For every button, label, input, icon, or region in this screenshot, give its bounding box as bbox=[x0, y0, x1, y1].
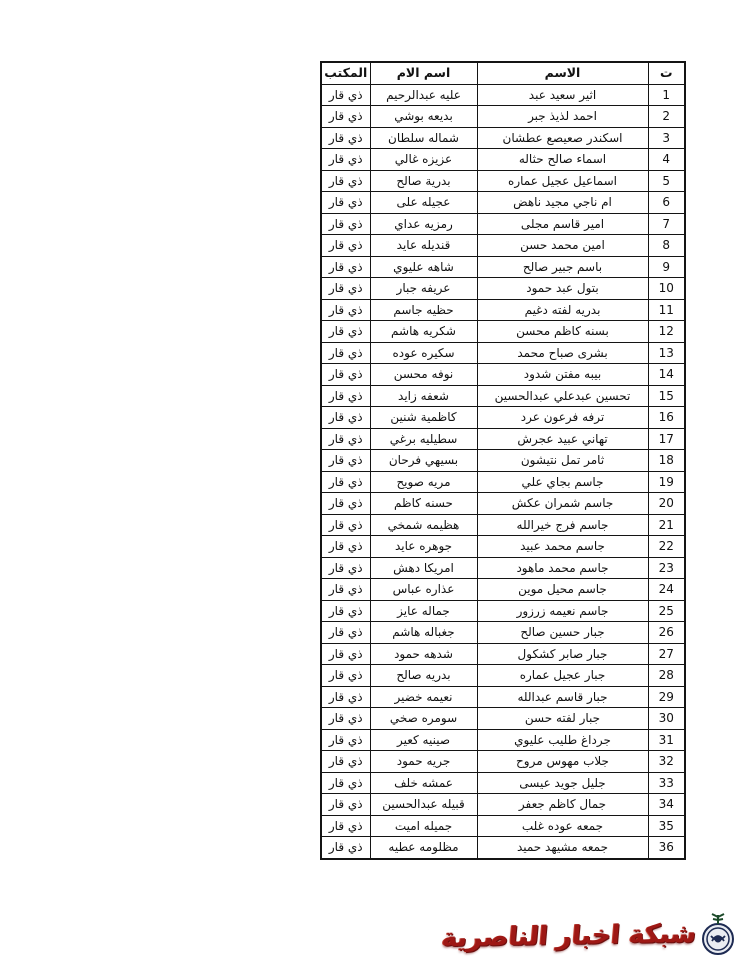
name-cell: جلاب مهوس مروح bbox=[477, 751, 648, 773]
office-cell: ذي قار bbox=[321, 385, 370, 407]
mother-name-cell: بسيهي فرحان bbox=[370, 450, 477, 472]
row-number-cell: 25 bbox=[648, 600, 685, 622]
row-number-cell: 14 bbox=[648, 364, 685, 386]
office-cell: ذي قار bbox=[321, 127, 370, 149]
mother-name-cell: قنديله عايد bbox=[370, 235, 477, 257]
mother-name-cell: عريفه جبار bbox=[370, 278, 477, 300]
mother-name-cell: حظيه جاسم bbox=[370, 299, 477, 321]
name-cell: جمعه عوده غلب bbox=[477, 815, 648, 837]
mother-name-cell: شاهه عليوي bbox=[370, 256, 477, 278]
name-cell: اسكندر صعيصع عطشان bbox=[477, 127, 648, 149]
office-cell: ذي قار bbox=[321, 450, 370, 472]
office-cell: ذي قار bbox=[321, 751, 370, 773]
name-cell: جبار لفته حسن bbox=[477, 708, 648, 730]
name-cell: جبار صابر كشكول bbox=[477, 643, 648, 665]
name-cell: بشرى صباح محمد bbox=[477, 342, 648, 364]
mother-name-cell: عمشه خلف bbox=[370, 772, 477, 794]
mother-name-cell: هظيمه شمخي bbox=[370, 514, 477, 536]
table-row bbox=[321, 686, 685, 708]
name-cell: جاسم شمران عكش bbox=[477, 493, 648, 515]
office-cell: ذي قار bbox=[321, 514, 370, 536]
row-number-cell: 32 bbox=[648, 751, 685, 773]
row-number-cell: 20 bbox=[648, 493, 685, 515]
name-cell: جاسم بجاي علي bbox=[477, 471, 648, 493]
row-number-cell: 23 bbox=[648, 557, 685, 579]
table-row bbox=[321, 772, 685, 794]
row-number-cell: 12 bbox=[648, 321, 685, 343]
row-number-cell: 8 bbox=[648, 235, 685, 257]
row-number-cell: 4 bbox=[648, 149, 685, 171]
header-office: المكتب bbox=[321, 62, 370, 84]
news-network-seal-icon bbox=[698, 911, 738, 960]
office-cell: ذي قار bbox=[321, 557, 370, 579]
mother-name-cell: صينيه كعير bbox=[370, 729, 477, 751]
office-cell: ذي قار bbox=[321, 794, 370, 816]
mother-name-cell: سطيليه برغي bbox=[370, 428, 477, 450]
row-number-cell: 24 bbox=[648, 579, 685, 601]
mother-name-cell: جوهره عايد bbox=[370, 536, 477, 558]
mother-name-cell: سكيره عوده bbox=[370, 342, 477, 364]
office-cell: ذي قار bbox=[321, 84, 370, 106]
office-cell: ذي قار bbox=[321, 493, 370, 515]
mother-name-cell: بدرية صالح bbox=[370, 170, 477, 192]
table-row bbox=[321, 471, 685, 493]
name-cell: تهاني عبيد عجرش bbox=[477, 428, 648, 450]
row-number-cell: 21 bbox=[648, 514, 685, 536]
table-row bbox=[321, 256, 685, 278]
name-cell: بسنه كاظم محسن bbox=[477, 321, 648, 343]
table-row bbox=[321, 622, 685, 644]
mother-name-cell: مريه صويح bbox=[370, 471, 477, 493]
mother-name-cell: حسنه كاظم bbox=[370, 493, 477, 515]
row-number-cell: 16 bbox=[648, 407, 685, 429]
table-row bbox=[321, 600, 685, 622]
office-cell: ذي قار bbox=[321, 729, 370, 751]
table-row bbox=[321, 557, 685, 579]
name-cell: بدريه لفته دغيم bbox=[477, 299, 648, 321]
office-cell: ذي قار bbox=[321, 364, 370, 386]
row-number-cell: 5 bbox=[648, 170, 685, 192]
name-cell: امير قاسم مجلى bbox=[477, 213, 648, 235]
row-number-cell: 3 bbox=[648, 127, 685, 149]
table-row bbox=[321, 837, 685, 859]
mother-name-cell: جغباله هاشم bbox=[370, 622, 477, 644]
office-cell: ذي قار bbox=[321, 772, 370, 794]
table-row bbox=[321, 321, 685, 343]
mother-name-cell: بديعه بوشي bbox=[370, 106, 477, 128]
name-cell: جاسم محيل موين bbox=[477, 579, 648, 601]
table-row bbox=[321, 170, 685, 192]
mother-name-cell: عليه عبدالرحيم bbox=[370, 84, 477, 106]
table-row bbox=[321, 514, 685, 536]
mother-name-cell: شكريه هاشم bbox=[370, 321, 477, 343]
name-cell: جبار حسين صالح bbox=[477, 622, 648, 644]
row-number-cell: 13 bbox=[648, 342, 685, 364]
mother-name-cell: سومره صخي bbox=[370, 708, 477, 730]
office-cell: ذي قار bbox=[321, 837, 370, 859]
office-cell: ذي قار bbox=[321, 213, 370, 235]
name-cell: اسماء صالح حثاله bbox=[477, 149, 648, 171]
name-cell: تحسين عبدعلي عبدالحسين bbox=[477, 385, 648, 407]
mother-name-cell: شدهه حمود bbox=[370, 643, 477, 665]
name-cell: جاسم محمد عبيد bbox=[477, 536, 648, 558]
office-cell: ذي قار bbox=[321, 106, 370, 128]
office-cell: ذي قار bbox=[321, 815, 370, 837]
name-cell: امين محمد حسن bbox=[477, 235, 648, 257]
mother-name-cell: نوفه محسن bbox=[370, 364, 477, 386]
name-cell: جمال كاظم جعفر bbox=[477, 794, 648, 816]
news-network-watermark bbox=[440, 913, 738, 959]
row-number-cell: 28 bbox=[648, 665, 685, 687]
names-table bbox=[320, 61, 686, 860]
table-row bbox=[321, 385, 685, 407]
header-number: ت bbox=[648, 62, 685, 84]
name-cell: جليل جويد عيسى bbox=[477, 772, 648, 794]
mother-name-cell: جريه حمود bbox=[370, 751, 477, 773]
row-number-cell: 34 bbox=[648, 794, 685, 816]
table-row bbox=[321, 708, 685, 730]
row-number-cell: 27 bbox=[648, 643, 685, 665]
office-cell: ذي قار bbox=[321, 342, 370, 364]
table-row bbox=[321, 729, 685, 751]
row-number-cell: 18 bbox=[648, 450, 685, 472]
mother-name-cell: بدريه صالح bbox=[370, 665, 477, 687]
office-cell: ذي قار bbox=[321, 299, 370, 321]
name-cell: احمد لذيذ جبر bbox=[477, 106, 648, 128]
row-number-cell: 29 bbox=[648, 686, 685, 708]
row-number-cell: 6 bbox=[648, 192, 685, 214]
mother-name-cell: مظلومه عطيه bbox=[370, 837, 477, 859]
office-cell: ذي قار bbox=[321, 643, 370, 665]
name-cell: باسم جبير صالح bbox=[477, 256, 648, 278]
row-number-cell: 2 bbox=[648, 106, 685, 128]
row-number-cell: 9 bbox=[648, 256, 685, 278]
row-number-cell: 33 bbox=[648, 772, 685, 794]
name-cell: اسماعيل عجيل عماره bbox=[477, 170, 648, 192]
row-number-cell: 30 bbox=[648, 708, 685, 730]
header-row bbox=[321, 62, 685, 84]
table-row bbox=[321, 407, 685, 429]
table-row bbox=[321, 364, 685, 386]
mother-name-cell: قبيله عبدالحسين bbox=[370, 794, 477, 816]
office-cell: ذي قار bbox=[321, 622, 370, 644]
table-row bbox=[321, 751, 685, 773]
row-number-cell: 19 bbox=[648, 471, 685, 493]
row-number-cell: 11 bbox=[648, 299, 685, 321]
table-row bbox=[321, 149, 685, 171]
table-row bbox=[321, 643, 685, 665]
name-cell: بيبه مفتن شدود bbox=[477, 364, 648, 386]
office-cell: ذي قار bbox=[321, 579, 370, 601]
office-cell: ذي قار bbox=[321, 170, 370, 192]
table-row bbox=[321, 665, 685, 687]
office-cell: ذي قار bbox=[321, 407, 370, 429]
mother-name-cell: شماله سلطان bbox=[370, 127, 477, 149]
office-cell: ذي قار bbox=[321, 278, 370, 300]
office-cell: ذي قار bbox=[321, 536, 370, 558]
name-cell: جرداغ طليب عليوي bbox=[477, 729, 648, 751]
table-row bbox=[321, 428, 685, 450]
table-row bbox=[321, 342, 685, 364]
table-row bbox=[321, 536, 685, 558]
mother-name-cell: نعيمه خضير bbox=[370, 686, 477, 708]
row-number-cell: 36 bbox=[648, 837, 685, 859]
row-number-cell: 10 bbox=[648, 278, 685, 300]
row-number-cell: 1 bbox=[648, 84, 685, 106]
header-mother: اسم الام bbox=[370, 62, 477, 84]
name-cell: جاسم محمد ماهود bbox=[477, 557, 648, 579]
name-cell: ثامر تمل نتيشون bbox=[477, 450, 648, 472]
name-cell: جبار قاسم عبدالله bbox=[477, 686, 648, 708]
mother-name-cell: عجيله على bbox=[370, 192, 477, 214]
table-row bbox=[321, 493, 685, 515]
header-name: الاسم bbox=[477, 62, 648, 84]
office-cell: ذي قار bbox=[321, 192, 370, 214]
table-row bbox=[321, 192, 685, 214]
name-cell: بتول عبد حمود bbox=[477, 278, 648, 300]
office-cell: ذي قار bbox=[321, 256, 370, 278]
office-cell: ذي قار bbox=[321, 235, 370, 257]
row-number-cell: 35 bbox=[648, 815, 685, 837]
name-cell: اثير سعيد عبد bbox=[477, 84, 648, 106]
table-row bbox=[321, 127, 685, 149]
table-row bbox=[321, 815, 685, 837]
office-cell: ذي قار bbox=[321, 665, 370, 687]
row-number-cell: 31 bbox=[648, 729, 685, 751]
watermark-text: شبكة اخبار الناصرية bbox=[440, 918, 698, 954]
office-cell: ذي قار bbox=[321, 686, 370, 708]
row-number-cell: 22 bbox=[648, 536, 685, 558]
office-cell: ذي قار bbox=[321, 321, 370, 343]
row-number-cell: 26 bbox=[648, 622, 685, 644]
name-cell: جاسم فرج خيرالله bbox=[477, 514, 648, 536]
table-row bbox=[321, 106, 685, 128]
table-row bbox=[321, 579, 685, 601]
row-number-cell: 7 bbox=[648, 213, 685, 235]
table-row bbox=[321, 235, 685, 257]
office-cell: ذي قار bbox=[321, 708, 370, 730]
row-number-cell: 15 bbox=[648, 385, 685, 407]
table-row bbox=[321, 278, 685, 300]
mother-name-cell: رمزيه عداي bbox=[370, 213, 477, 235]
mother-name-cell: شعفه زايد bbox=[370, 385, 477, 407]
mother-name-cell: عزيزه غالي bbox=[370, 149, 477, 171]
name-cell: جمعه مشيهد حميد bbox=[477, 837, 648, 859]
table-row bbox=[321, 213, 685, 235]
row-number-cell: 17 bbox=[648, 428, 685, 450]
name-cell: جبار عجيل عماره bbox=[477, 665, 648, 687]
name-cell: ام ناجي مجيد ناهض bbox=[477, 192, 648, 214]
mother-name-cell: جماله عايز bbox=[370, 600, 477, 622]
mother-name-cell: كاظمية شنين bbox=[370, 407, 477, 429]
office-cell: ذي قار bbox=[321, 471, 370, 493]
name-cell: ترفه فرعون عرد bbox=[477, 407, 648, 429]
office-cell: ذي قار bbox=[321, 149, 370, 171]
table-row bbox=[321, 794, 685, 816]
office-cell: ذي قار bbox=[321, 428, 370, 450]
mother-name-cell: عذاره عباس bbox=[370, 579, 477, 601]
name-cell: جاسم نعيمه زرزور bbox=[477, 600, 648, 622]
mother-name-cell: جميله اميت bbox=[370, 815, 477, 837]
table-row bbox=[321, 450, 685, 472]
mother-name-cell: امريكا دهش bbox=[370, 557, 477, 579]
table-row bbox=[321, 299, 685, 321]
table-row bbox=[321, 84, 685, 106]
office-cell: ذي قار bbox=[321, 600, 370, 622]
